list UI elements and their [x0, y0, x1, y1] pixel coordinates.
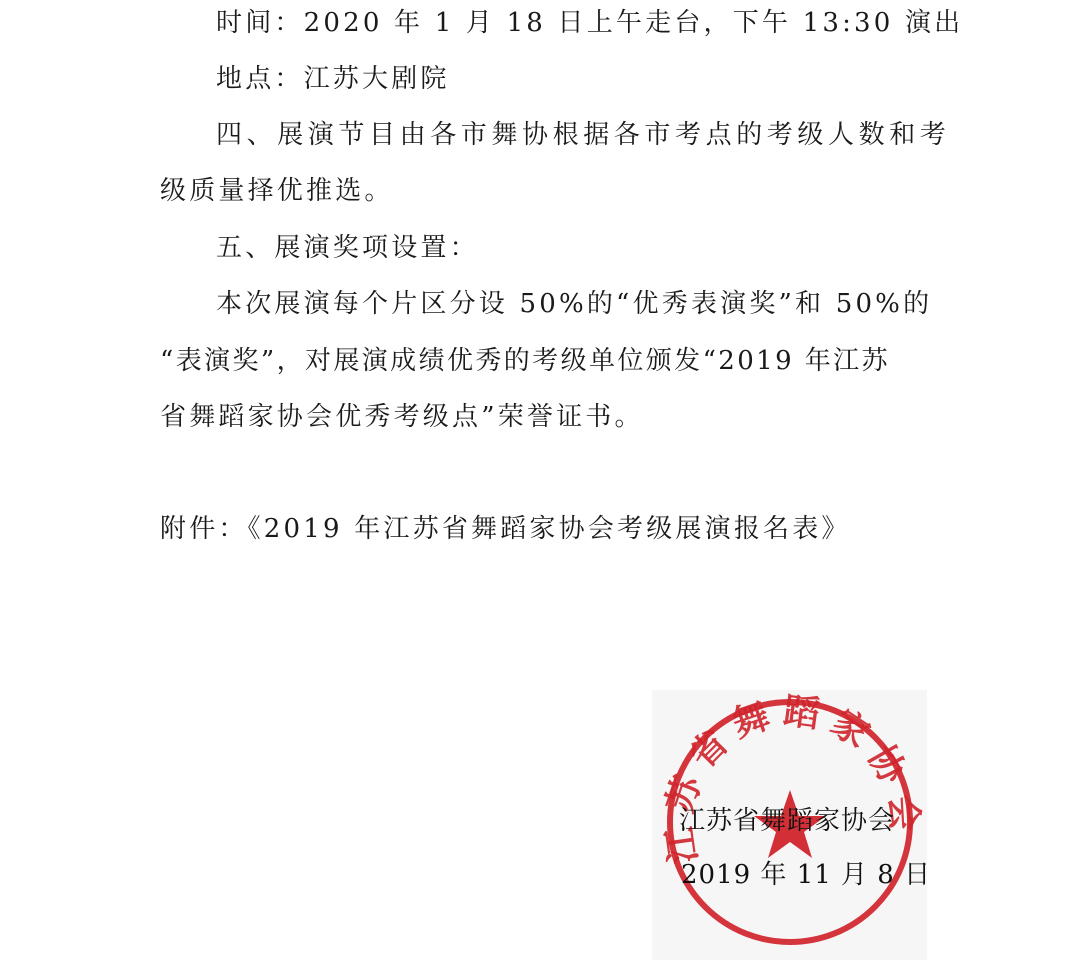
award-paragraph-line-3: 省舞蹈家协会优秀考级点”荣誉证书。 [160, 402, 644, 432]
section-four-line-2: 级质量择优推选。 [160, 176, 394, 206]
time-line: 时间：2020 年 1 月 18 日上午走台，下午 13:30 演出 [216, 8, 964, 38]
section-four-line-1: 四、展演节目由各市舞协根据各市考点的考级人数和考 [216, 120, 951, 150]
signature-organization: 江苏省舞蹈家协会 [679, 806, 896, 836]
seal-area [652, 690, 932, 960]
venue-line: 地点：江苏大剧院 [216, 64, 450, 94]
seal-ring-text: 江苏省舞蹈家协会 [657, 690, 927, 866]
award-paragraph-line-2: “表演奖”，对展演成绩优秀的考级单位颁发“2019 年江苏 [160, 346, 890, 376]
award-paragraph-line-1: 本次展演每个片区分设 50%的“优秀表演奖”和 50%的 [216, 289, 933, 319]
section-five-heading: 五、展演奖项设置： [216, 233, 479, 263]
attachment-line: 附件：《2019 年江苏省舞蹈家协会考级展演报名表》 [160, 514, 851, 544]
signature-date: 2019 年 11 月 8 日 [681, 860, 932, 890]
